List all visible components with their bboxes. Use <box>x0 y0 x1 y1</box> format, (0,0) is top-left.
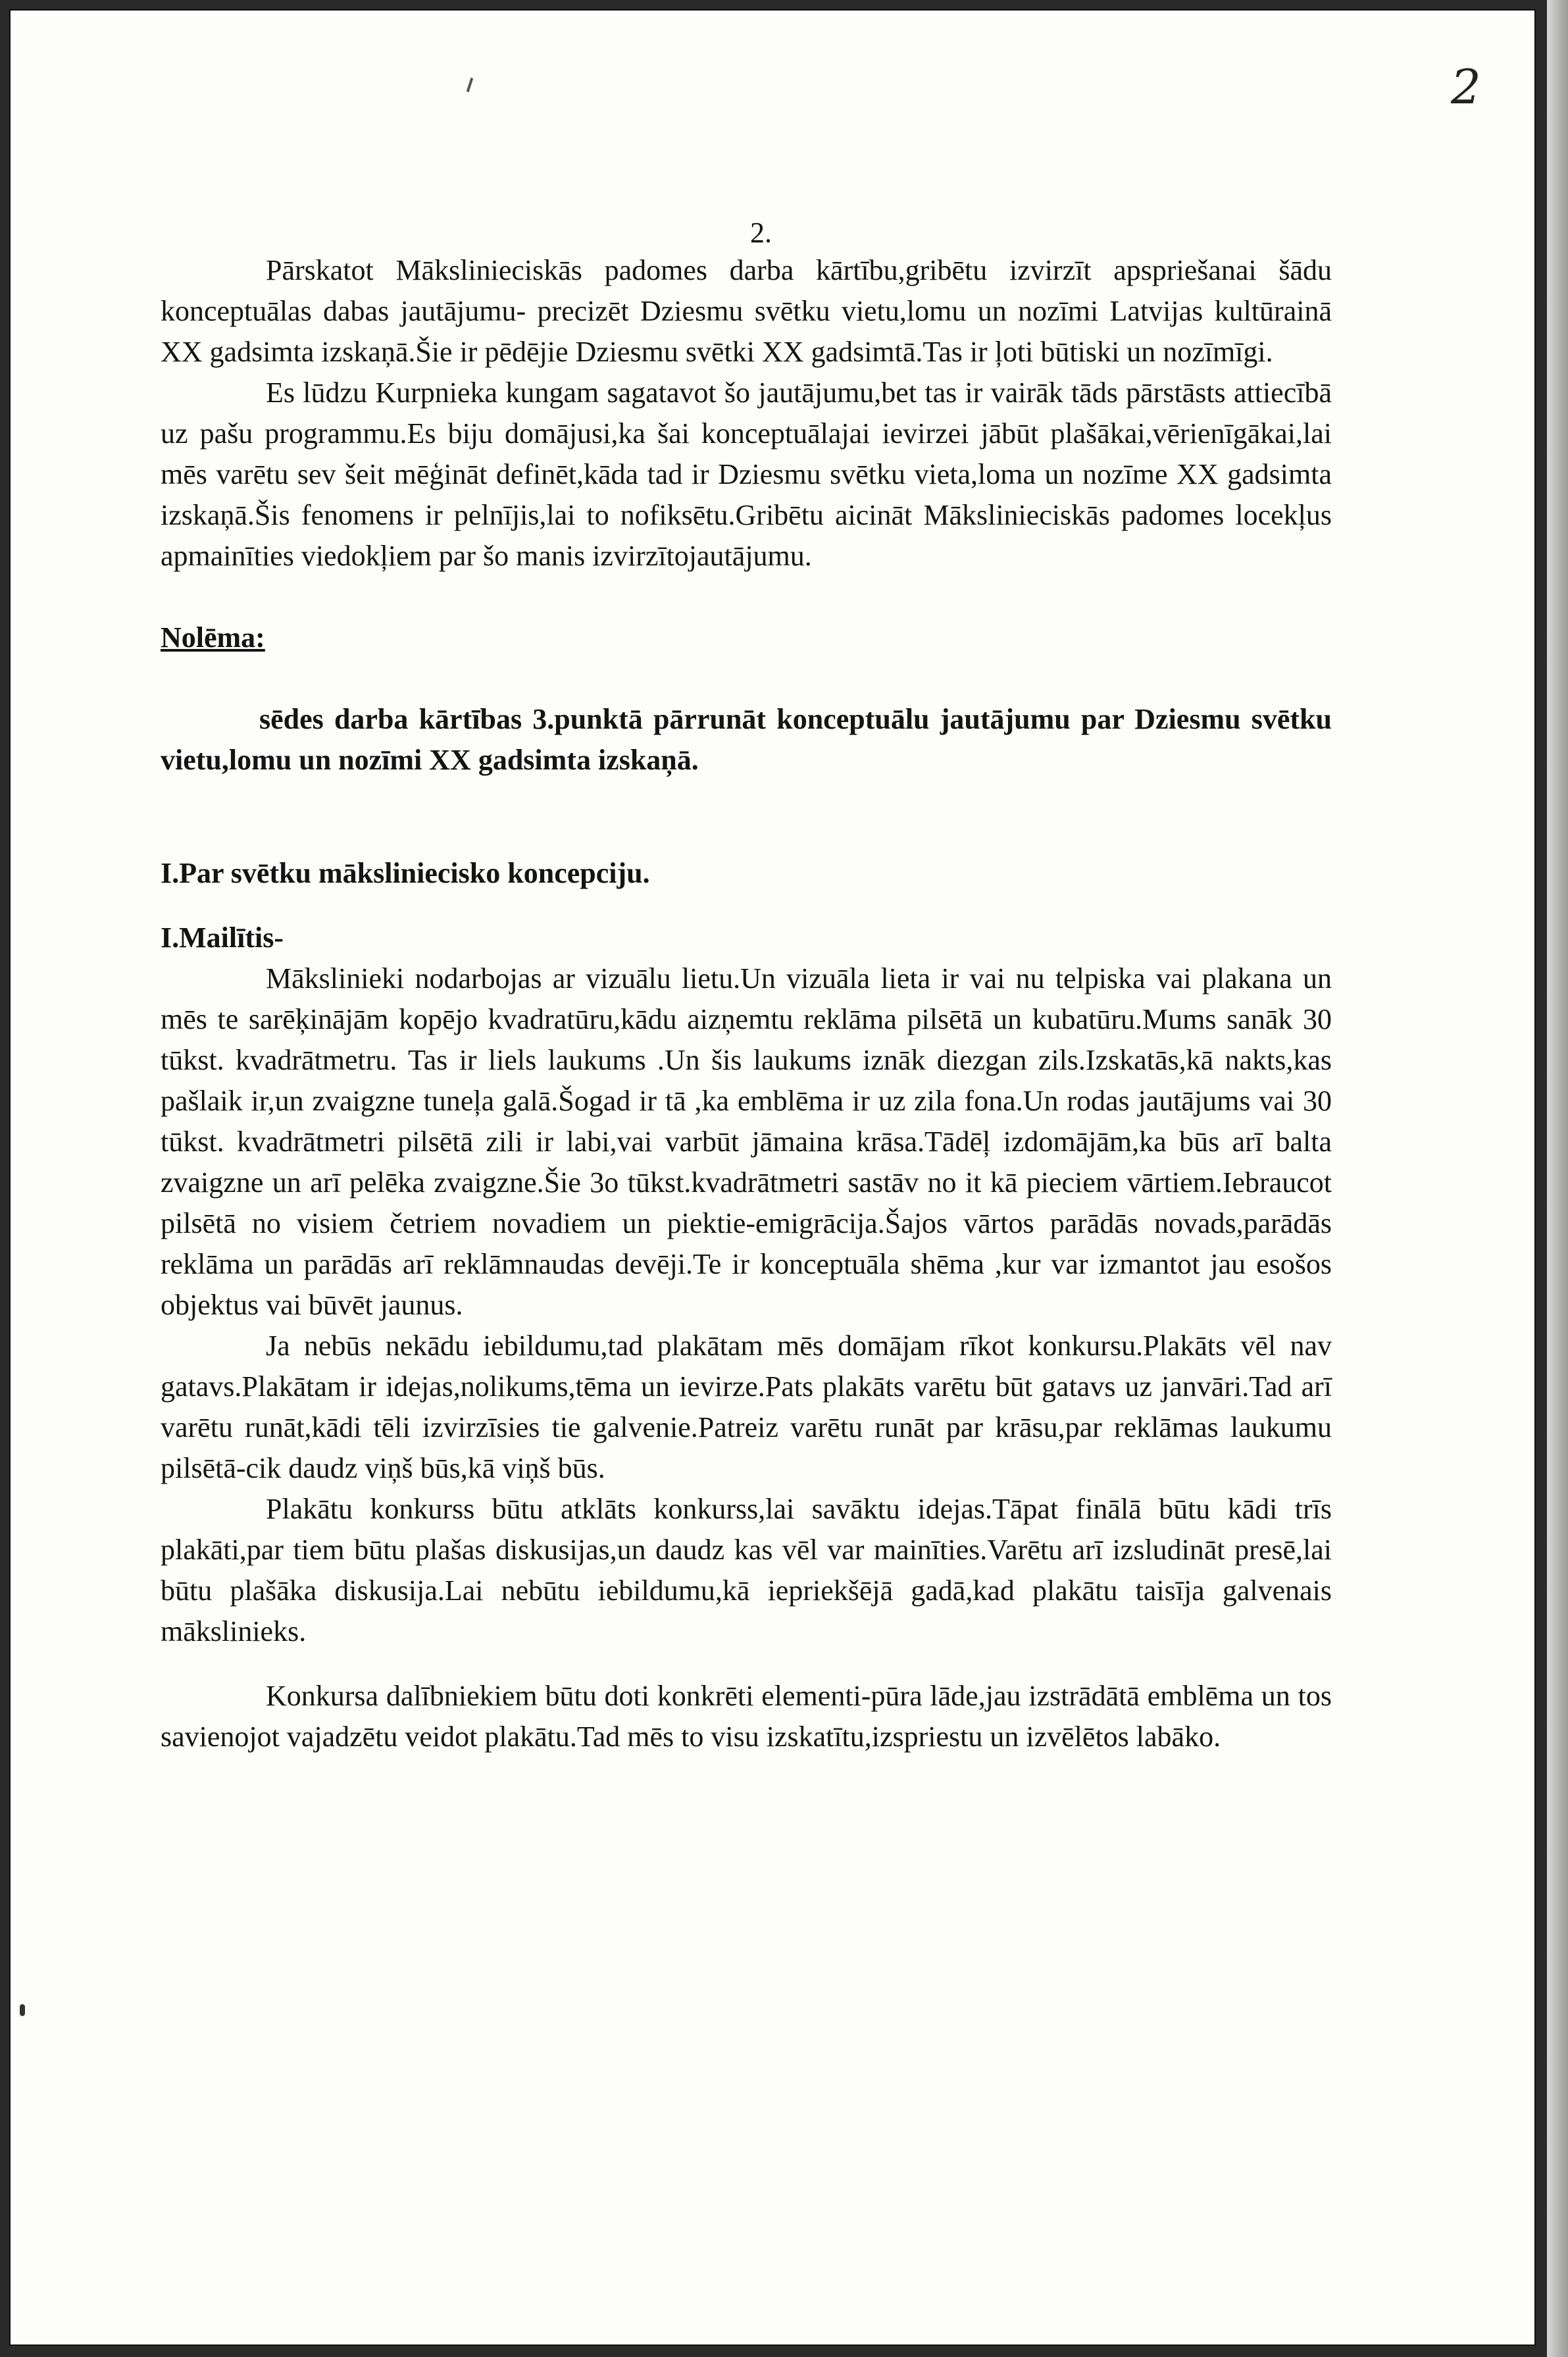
paragraph-open-contest: Plakātu konkurss būtu atklāts konkurss,lai savāktu idejas.Tāpat finālā būtu kādi trīs plakāti,par tiem būtu plašas diskusijas,un daudz kas vēl var mainīties.Varētu arī izsludināt presē,lai būtu plašāka diskusija.Lai nebūtu iebildumu,kā iepriekšējā gadā,kad plakātu taisīja galvenais mākslinieks. <box>161 1493 1332 1647</box>
page-number: 2. <box>750 217 772 249</box>
paragraph-request: Es lūdzu Kurpnieka kungam sagatavot šo jautājumu,bet tas ir vairāk tāds pārstāsts attiecībā uz pašu programmu.Es biju domājusi,ka šai konceptuālajai ievirzei jābūt plašākai,vērienīgākai,lai mēs varētu sev šeit mēģināt definēt,kāda tad ir Dziesmu svētku vieta,loma un nozīme XX gadsimta izskaņā.Šis fenomens ir pelnījis,lai to nofiksētu.Gribētu aicināt Mākslinieciskās padomes locekļus apmainīties viedokļiem par šo manis izvirzītojautājumu. <box>161 376 1332 572</box>
decision-heading: Nolēma: <box>161 621 265 654</box>
paragraph-participants: Konkursa dalībniekiem būtu doti konkrēti elementi-pūra lāde,jau izstrādātā emblēma un tos savienojot vajadzētu veidot plakātu.Tad mēs to visu izskatītu,izspriestu un izvēlētos labāko. <box>161 1680 1332 1753</box>
paragraph-visual-concept: Mākslinieki nodarbojas ar vizuālu lietu.Un vizuāla lieta ir vai nu telpiska vai plakana un mēs te sarēķinājām kopējo kvadratūru,kādu aizņemtu reklāma pilsētā un kubatūru.Mums sanāk 30 tūkst. kvadrātmetru. Tas ir liels laukums .Un šis laukums iznāk diezgan zils.Izskatās,kā nakts,kas pašlaik ir,un zvaigzne tuneļa galā.Šogad ir tā ,ka emblēma ir uz zila fona.Un rodas jautājums vai 30 tūkst. kvadrātmetri pilsētā zili ir labi,vai varbūt jāmaina krāsa.Tādēļ izdomājām,ka būs arī balta zvaigzne un arī pelēka zvaigzne.Šie 3o tūkst.kvadrātmetri sastāv no it kā pieciem vārtiem.Iebraucot pilsētā no visiem četriem novadiem un piektie-emigrācija.Šajos vārtos parādās novads,parādās reklāma un parādās arī reklāmnaudas devēji.Te ir konceptuāla shēma ,kur var izmantot jau esošos objektus vai būvēt jaunus. <box>161 962 1332 1321</box>
document-body <box>161 250 1332 1757</box>
paragraph-poster-contest: Ja nebūs nekādu iebildumu,tad plakātam mēs domājam rīkot konkursu.Plakāts vēl nav gatavs.Plakātam ir idejas,nolikums,tēma un ievirze.Pats plakāts varētu būt gatavs uz janvāri.Tad arī varētu runāt,kādi tēli izvirzīsies tie galvenie.Patreiz varētu runāt par krāsu,par reklāmas laukumu pilsētā-cik daudz viņš būs,kā viņš būs. <box>161 1330 1332 1484</box>
decision-text: sēdes darba kārtības 3.punktā pārrunāt konceptuālu jautājumu par Dziesmu svētku vietu,lomu un nozīmi XX gadsimta izskaņā. <box>161 703 1332 776</box>
page-edge-shadow <box>1547 0 1568 2357</box>
handwritten-page-mark: 2 <box>1451 59 1481 115</box>
decision-block <box>161 699 1332 781</box>
binder-mark <box>20 2004 25 2016</box>
speaker-label: I.Mailītis- <box>161 921 284 954</box>
section-heading: I.Par svētku mākslinieciskο koncepciju. <box>161 857 650 889</box>
paragraph-intro: Pārskatot Mākslinieciskās padomes darba kārtību,gribētu izvirzīt apspriešanai šādu konceptuālas dabas jautājumu- precizēt Dziesmu svētku vietu,lomu un nozīmi Latvijas kultūrainā XX gadsimta izskaņā.Šie ir pēdējie Dziesmu svētki XX gadsimtā.Tas ir ļoti būtiski un nozīmīgi. <box>161 254 1332 368</box>
